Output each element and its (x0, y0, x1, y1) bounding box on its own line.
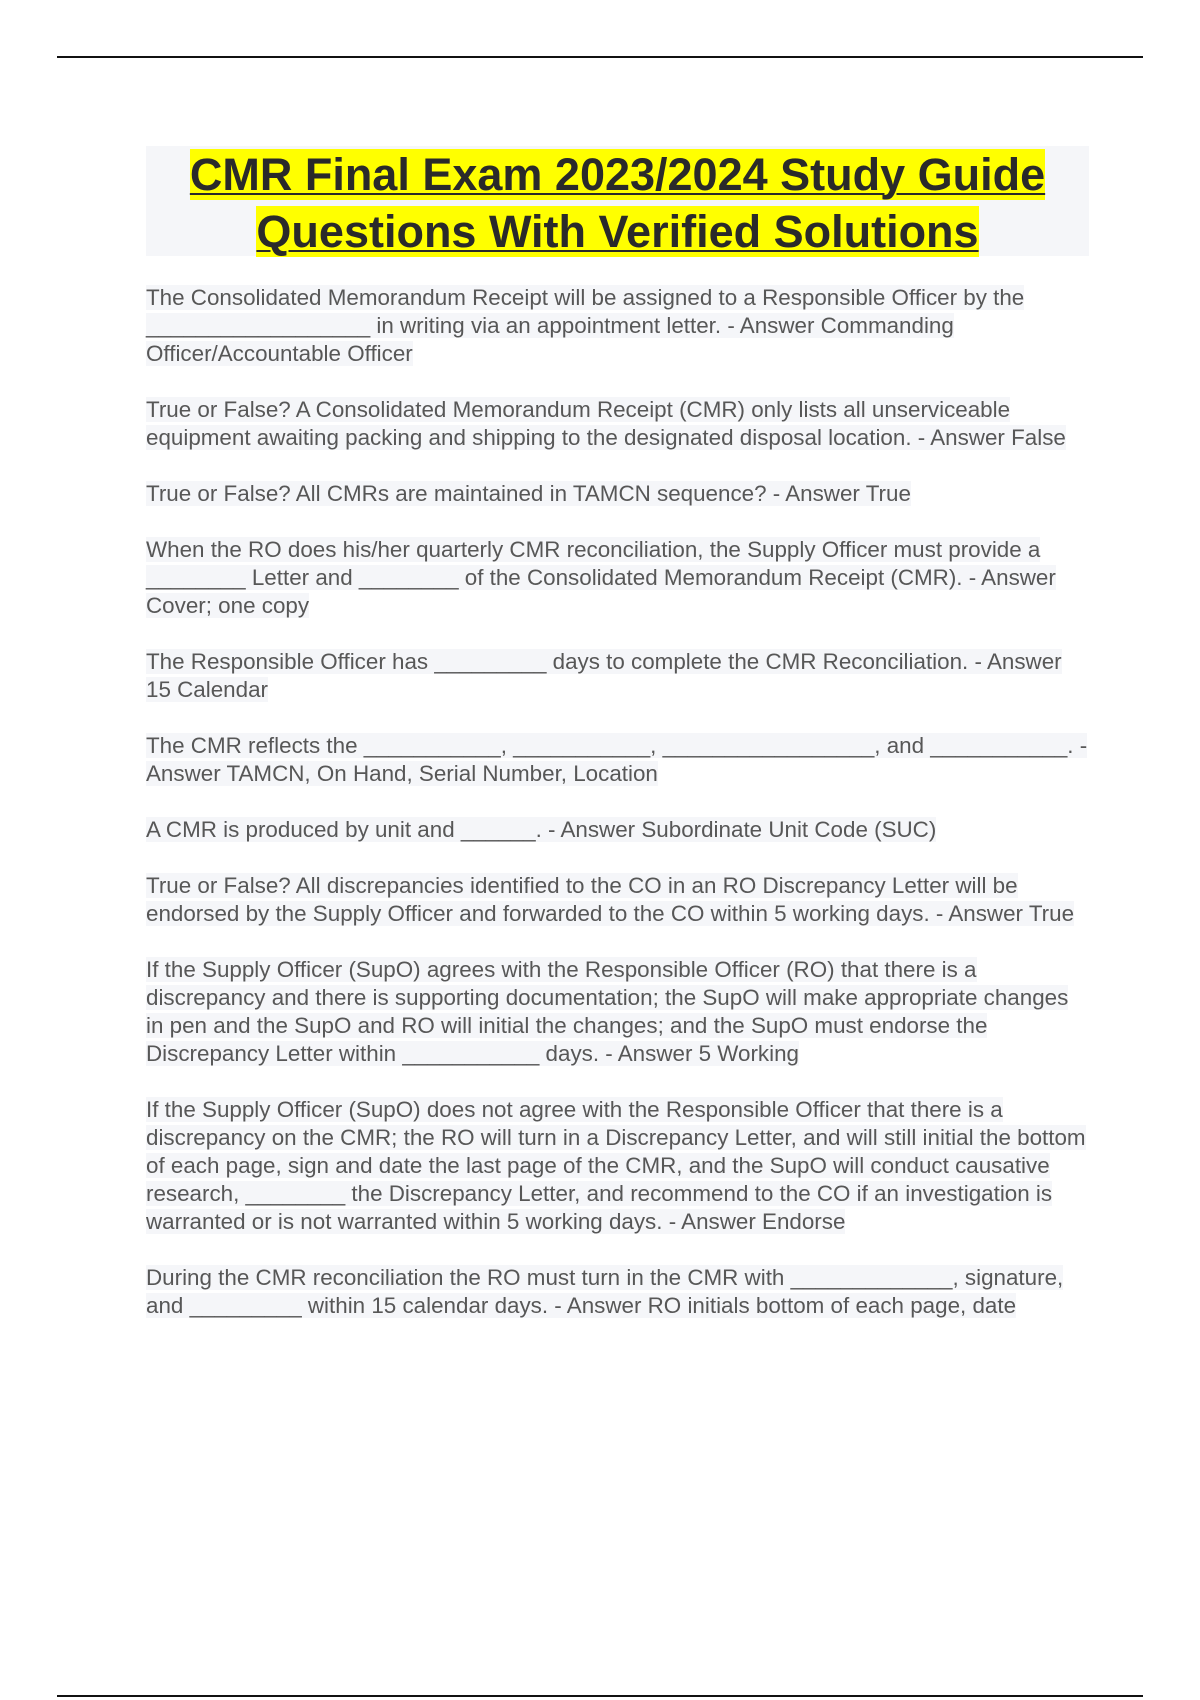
qa-text: If the Supply Officer (SupO) does not agree with the Responsible Officer that there is a discrepancy on the CMR; the RO will turn in a Discrepancy Letter, and will still initial the bottom of each page, sign and date the last page of the CMR, and the SupO will conduct causative research, ________ the Discrepancy Letter, and recommend to the CO if an investigation is warranted or is not warranted within 5 working days. - Answer Endorse (146, 1097, 1086, 1234)
qa-item (146, 732, 1091, 788)
qa-item (146, 956, 1091, 1068)
question-answer-list (146, 284, 1091, 1348)
qa-item (146, 1096, 1091, 1236)
qa-text: True or False? All CMRs are maintained in TAMCN sequence? - Answer True (146, 481, 911, 506)
qa-item (146, 536, 1091, 620)
qa-item (146, 872, 1091, 928)
title-line-2: Questions With Verified Solutions (256, 206, 979, 257)
qa-item (146, 1264, 1091, 1320)
document-title (146, 146, 1089, 256)
qa-text: During the CMR reconciliation the RO must turn in the CMR with _____________, signature, and _________ within 15 calendar days. - Answer RO initials bottom of each page, date (146, 1265, 1064, 1318)
qa-text: The Consolidated Memorandum Receipt will be assigned to a Responsible Officer by the __________________ in writing via an appointment letter. - Answer Commanding Officer/Accountable Officer (146, 285, 1025, 366)
qa-text: True or False? A Consolidated Memorandum Receipt (CMR) only lists all unserviceable equipment awaiting packing and shipping to the designated disposal location. - Answer False (146, 397, 1066, 450)
title-line-1: CMR Final Exam 2023/2024 Study Guide (189, 149, 1046, 200)
qa-item (146, 480, 1091, 508)
qa-item (146, 816, 1091, 844)
qa-text: The Responsible Officer has _________ days to complete the CMR Reconciliation. - Answer 15 Calendar (146, 649, 1062, 702)
qa-text: The CMR reflects the ___________, ___________, _________________, and ___________. - Answer TAMCN, On Hand, Serial Number, Location (146, 733, 1088, 786)
qa-text: A CMR is produced by unit and ______. - Answer Subordinate Unit Code (SUC) (146, 817, 937, 842)
qa-text: If the Supply Officer (SupO) agrees with the Responsible Officer (RO) that there is a discrepancy and there is supporting documentation; the SupO will make appropriate changes in pen and the SupO and RO will initial the changes; and the SupO must endorse the Discrepancy Letter within ___________ days. - Answer 5 Working (146, 957, 1069, 1066)
qa-text: When the RO does his/her quarterly CMR reconciliation, the Supply Officer must provide a ________ Letter and ________ of the Consolidated Memorandum Receipt (CMR). - Answer Cover; one copy (146, 537, 1056, 618)
top-rule (57, 56, 1143, 58)
qa-item (146, 648, 1091, 704)
qa-item (146, 284, 1091, 368)
qa-text: True or False? All discrepancies identified to the CO in an RO Discrepancy Letter will be endorsed by the Supply Officer and forwarded to the CO within 5 working days. - Answer True (146, 873, 1075, 926)
bottom-rule (57, 1695, 1143, 1697)
qa-item (146, 396, 1091, 452)
